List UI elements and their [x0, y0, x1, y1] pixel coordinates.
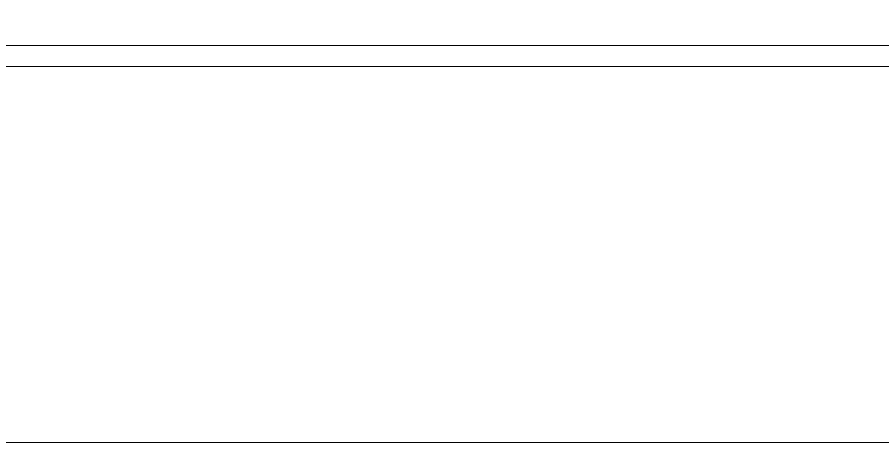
- top-rule: [6, 45, 889, 46]
- bottom-rule: [6, 442, 889, 443]
- header-rule: [6, 66, 889, 67]
